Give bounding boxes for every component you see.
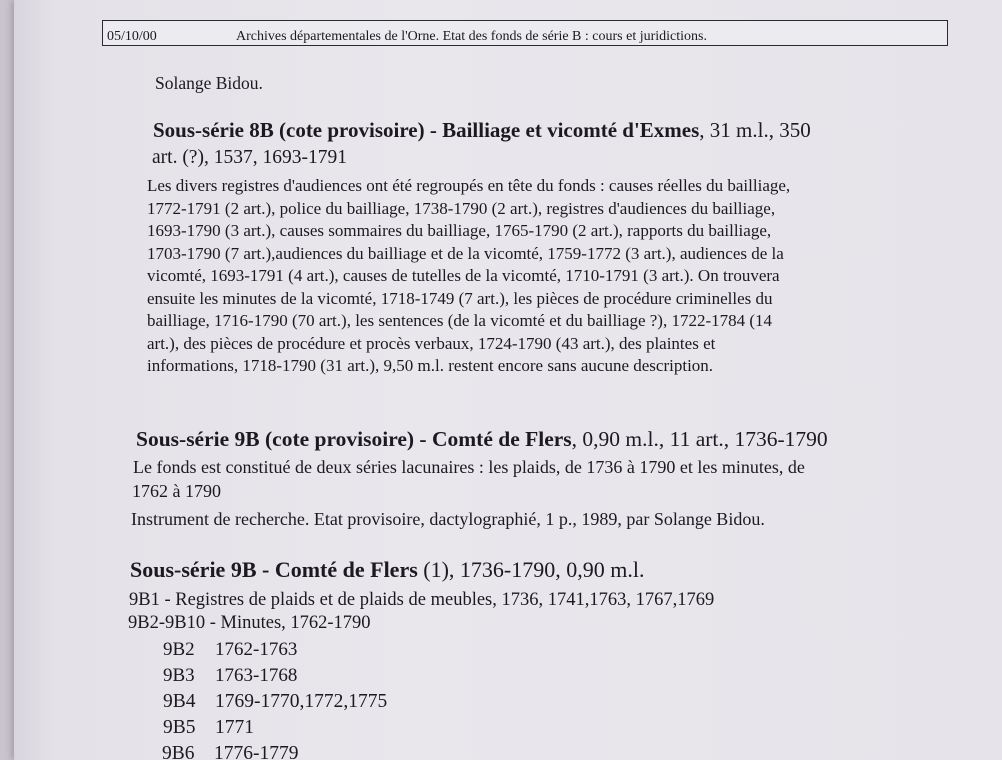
document-page xyxy=(14,0,1002,760)
header-date: 05/10/00 xyxy=(107,29,157,44)
subitem-dates: 1771 xyxy=(215,717,254,738)
section-9b-prov-line: Le fonds est constitué de deux séries lacunaires : les plaids, de 1736 à 1790 et les minutes, de xyxy=(133,457,805,477)
section-9b-prov-heading xyxy=(136,427,828,452)
section-8b-title: Sous-série 8B (cote provisoire) - Bailliage et vicomté d'Exmes xyxy=(153,118,700,142)
section-8b-heading-cont: art. (?), 1537, 1693-1791 xyxy=(152,147,347,168)
subitem-dates: 1762-1763 xyxy=(215,639,298,660)
section-9b-prov-line: 1762 à 1790 xyxy=(132,481,221,501)
subitem-code: 9B3 xyxy=(163,665,195,686)
description-line: Les divers registres d'audiences ont été regroupés en tête du fonds : causes réelles du bailliage, xyxy=(147,176,791,195)
description-line: informations, 1718-1790 (31 art.), 9,50 m.l. restent encore sans aucune description. xyxy=(147,356,714,375)
section-9b-prov-title: Sous-série 9B (cote provisoire) - Comté de Flers xyxy=(136,427,572,451)
inventory-subitem xyxy=(163,665,297,687)
section-9b-prov-instrument: Instrument de recherche. Etat provisoire, dactylographié, 1 p., 1989, par Solange Bidou. xyxy=(131,509,765,529)
section-8b-extent: , 31 m.l., 350 xyxy=(699,118,811,142)
inventory-subitem xyxy=(163,691,387,713)
subitem-code: 9B4 xyxy=(163,691,196,712)
subitem-code: 9B5 xyxy=(163,717,196,738)
section-8b-heading xyxy=(153,118,811,143)
page-header xyxy=(102,20,948,46)
section-9b-extent: (1), 1736-1790, 0,90 m.l. xyxy=(417,557,645,582)
inventory-item: 9B2-9B10 - Minutes, 1762-1790 xyxy=(128,613,371,633)
section-9b-prov-extent: , 0,90 m.l., 11 art., 1736-1790 xyxy=(571,427,828,451)
section-9b-title: Sous-série 9B - Comté de Flers xyxy=(130,557,418,582)
description-line: art.), des pièces de procédure et procès verbaux, 1724-1790 (43 art.), des plaintes et xyxy=(147,333,716,353)
subitem-dates: 1769-1770,1772,1775 xyxy=(215,691,388,712)
section-9b-heading xyxy=(130,557,644,583)
description-line: ensuite les minutes de la vicomté, 1718-1749 (7 art.), les pièces de procédure criminelles du xyxy=(147,288,773,308)
inventory-subitem xyxy=(163,639,297,661)
subitem-code: 9B2 xyxy=(163,639,195,660)
inventory-subitem xyxy=(162,743,299,760)
author-name: Solange Bidou. xyxy=(155,73,263,93)
description-line: 1703-1790 (7 art.),audiences du bailliage et de la vicomté, 1759-1772 (3 art.), audiences de la xyxy=(147,243,784,263)
subitem-dates: 1776-1779 xyxy=(214,743,299,760)
inventory-item: 9B1 - Registres de plaids et de plaids de meubles, 1736, 1741,1763, 1767,1769 xyxy=(129,590,715,610)
description-line: vicomté, 1693-1791 (4 art.), causes de tutelles de la vicomté, 1710-1791 (3 art.). On trouvera xyxy=(147,266,780,285)
inventory-subitem xyxy=(163,717,254,739)
subitem-dates: 1763-1768 xyxy=(215,665,298,686)
section-8b-description xyxy=(147,175,983,378)
description-line: 1693-1790 (3 art.), causes sommaires du bailliage, 1765-1790 (2 art.), rapports du bailliage, xyxy=(147,221,772,240)
header-title: Archives départementales de l'Orne. Etat des fonds de série B : cours et juridictions. xyxy=(236,29,707,44)
subitem-code: 9B6 xyxy=(162,743,195,760)
description-line: bailliage, 1716-1790 (70 art.), les sentences (de la vicomté et du bailliage ?), 1722-1784 (14 xyxy=(147,311,773,330)
description-line: 1772-1791 (2 art.), police du bailliage, 1738-1790 (2 art.), registres d'audiences du bailliage, xyxy=(147,198,776,218)
